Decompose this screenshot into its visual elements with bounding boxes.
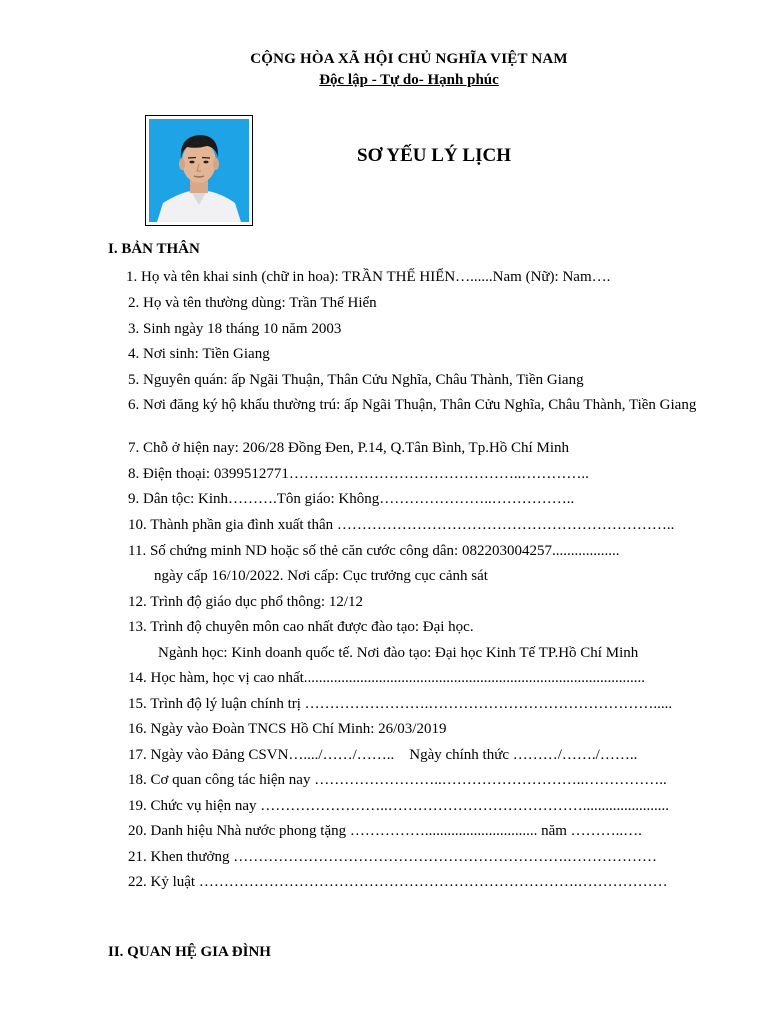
line-17: 17. Ngày vào Đảng CSVN…..../……/…….. Ngày chính thức ………/……./……..: [128, 747, 638, 763]
line-21: 21. Khen thưởng ………………………………………………………….………………: [128, 849, 657, 865]
line-14: 14. Học hàm, học vị cao nhất...........................................................................................: [128, 670, 646, 686]
document-title: SƠ YẾU LÝ LỊCH: [357, 145, 511, 166]
line-4: 4. Nơi sinh: Tiền Giang: [128, 346, 270, 362]
line-6: 6. Nơi đăng ký hộ khẩu thường trú: ấp Ngãi Thuận, Thân Cửu Nghĩa, Châu Thành, Tiền Giang: [128, 397, 697, 413]
line-1: 1. Họ và tên khai sinh (chữ in hoa): TRẦN THẾ HIỂN…......Nam (Nữ): Nam….: [126, 269, 611, 285]
line-2: 2. Họ và tên thường dùng: Trần Thế Hiển: [128, 295, 377, 311]
line-10: 10. Thành phần gia đình xuất thân …………………………………………………………..: [128, 517, 675, 533]
line-8: 8. Điện thoại: 0399512771………………………………………..…………..: [128, 466, 589, 482]
line-12: 12. Trình độ giáo dục phổ thông: 12/12: [128, 594, 364, 610]
line-11-issue: ngày cấp 16/10/2022. Nơi cấp: Cục trưởng cục cảnh sát: [154, 568, 488, 584]
line-15: 15. Trình độ lý luận chính trị …………………….……………………………………….....: [128, 696, 673, 712]
line-3: 3. Sinh ngày 18 tháng 10 năm 2003: [128, 321, 342, 337]
motto-heading: Độc lập - Tự do- Hạnh phúc: [319, 72, 499, 88]
line-20: 20. Danh hiệu Nhà nước phong tặng …………….............................. năm ………..….: [128, 823, 642, 839]
line-11: 11. Số chứng minh ND hoặc số thẻ căn cước công dân: 082203004257..................: [128, 543, 620, 559]
section-title-family: II. QUAN HỆ GIA ĐÌNH: [108, 944, 271, 960]
line-9: 9. Dân tộc: Kinh……….Tôn giáo: Không…………………..……………..: [128, 491, 575, 507]
line-13: 13. Trình độ chuyên môn cao nhất được đào tạo: Đại học.: [128, 619, 474, 635]
section-title-self: I. BẢN THÂN: [108, 241, 200, 257]
line-5: 5. Nguyên quán: ấp Ngãi Thuận, Thân Cửu Nghĩa, Châu Thành, Tiền Giang: [128, 372, 584, 388]
portrait-photo-icon: [145, 115, 253, 226]
nation-heading: CỘNG HÒA XÃ HỘI CHỦ NGHĨA VIỆT NAM: [250, 51, 568, 67]
line-18: 18. Cơ quan công tác hiện nay ……………………..………………………..……………..: [128, 772, 667, 788]
line-7: 7. Chỗ ở hiện nay: 206/28 Đồng Đen, P.14, Q.Tân Bình, Tp.Hồ Chí Minh: [128, 440, 569, 456]
line-19: 19. Chức vụ hiện nay ……………………..………………………………….......................: [128, 798, 670, 814]
line-13-major: Ngành học: Kinh doanh quốc tế. Nơi đào tạo: Đại học Kinh Tế TP.Hồ Chí Minh: [158, 645, 639, 661]
line-16: 16. Ngày vào Đoàn TNCS Hồ Chí Minh: 26/03/2019: [128, 721, 447, 737]
line-22: 22. Kỷ luật ………………………………………………………………….………………: [128, 874, 668, 890]
